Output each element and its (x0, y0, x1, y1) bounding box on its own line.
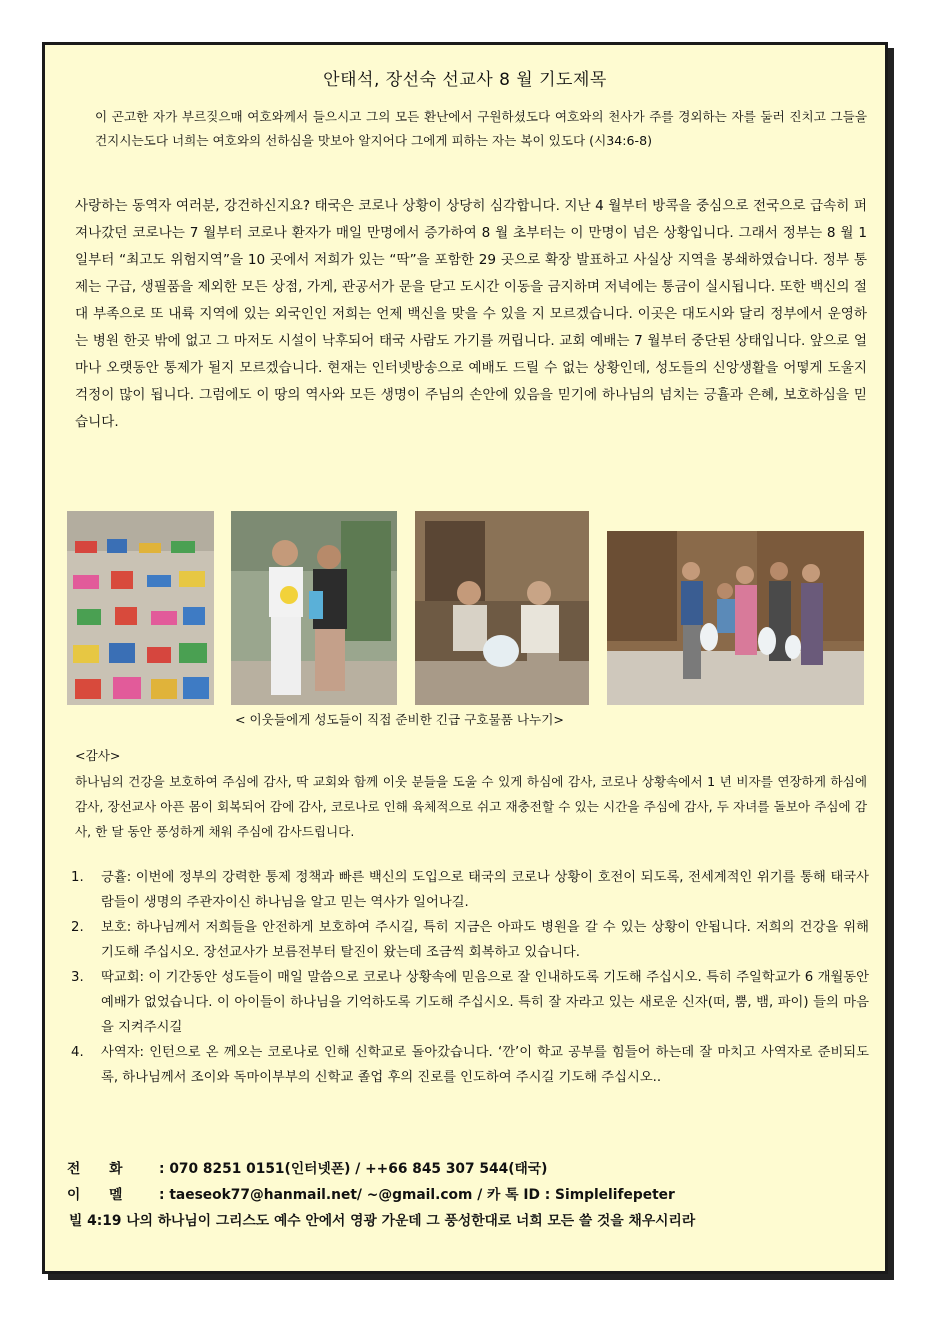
photo-neighbors-group (607, 531, 864, 705)
intro-paragraph: 사랑하는 동역자 여러분, 강건하신지요? 태국은 코로나 상황이 상당히 심각합니다. 지난 4 월부터 방콕을 중심으로 전국으로 급속히 퍼져나갔던 코로나는 7 월부터 코로나 환자가 매일 만명에서 증가하여 8 월 초부터는 이 만명이 넘은 상황입니다. 그래서 정부는 8 월 1 일부터 “최고도 위험지역”을 10 곳에서 저희가 있는 “딱”을 포함한 29 곳으로 확장 발표하고 사실상 지역을 봉쇄하였습니다. 정부 통제는 구급, 생필품을 제외한 모든 상점, 가게, 관공서가 문을 닫고 도시간 이동을 금지하며 저녁에는 통금이 실시됩니다. 또한 백신의 절대 부족으로 또 내륙 지역에 있는 외국인인 저희는 언제 백신을 맞을 수 있을 지 모르겠습니다. 이곳은 대도시와 달리 정부에서 운영하는 병원 한곳 밖에 없고 그 마저도 시설이 낙후되어 태국 사람도 가기를 꺼립니다. 교회 예배는 7 월부터 중단된 상태입니다. 앞으로 얼마나 오랫동안 통제가 될지 모르겠습니다. 현재는 인터넷방송으로 예배도 드릴 수 없는 상황인데, 성도들의 신앙생활을 어떻게 도울지 걱정이 많이 됩니다. 그럼에도 이 땅의 역사와 모든 생명이 주님의 손안에 있음을 믿기에 하나님의 넘치는 긍휼과 은혜, 보호하심을 믿습니다. (75, 198, 867, 430)
prayer-number: 2. (71, 920, 84, 935)
prayer-text: 긍휼: 이번에 정부의 강력한 통제 정책과 빠른 백신의 도입으로 태국의 코로나 상황이 호전이 되도록, 전세계적인 위기를 통해 태국사람들이 생명의 주관자이신 하나님을 알고 믿는 역사가 일어나길. (101, 870, 869, 910)
phone-numbers: : 070 8251 0151(인터넷폰) / ++66 845 307 544(태국) (159, 1161, 548, 1177)
contact-email (67, 1183, 675, 1203)
closing-verse: 빌 4:19 나의 하나님이 그리스도 예수 안에서 영광 가운데 그 풍성한대로 너희 모든 쓸 것을 채우시리라 (69, 1213, 696, 1229)
contact-phone (67, 1157, 548, 1177)
thanks-heading: <감사> (75, 748, 121, 763)
photo-relief-goods (67, 511, 214, 705)
prayer-item (71, 965, 869, 1040)
prayer-number: 1. (71, 870, 84, 885)
opening-verse: 이 곤고한 자가 부르짖으매 여호와께서 들으시고 그의 모든 환난에서 구원하셨도다 여호와의 천사가 주를 경외하는 자를 둘러 진치고 그들을 건지시는도다 너희는 여호와의 선하심을 맛보아 알지어다 그에게 피하는 자는 복이 있도다 (시34:6-8) (95, 109, 867, 148)
prayer-text: 보호: 하나님께서 저희들을 안전하게 보호하여 주시길, 특히 지금은 아파도 병원을 갈 수 있는 상황이 안됩니다. 저희의 건강을 위해 기도해 주십시오. 장선교사가 보름전부터 탈진이 왔는데 조금씩 회복하고 있습니다. (101, 920, 869, 960)
prayer-number: 4. (71, 1045, 84, 1060)
photo-delivery-visit (415, 511, 589, 705)
prayer-item (71, 915, 869, 965)
prayer-text: 딱교회: 이 기간동안 성도들이 매일 말씀으로 코로나 상황속에 믿음으로 잘 인내하도록 기도해 주십시오. 특히 주일학교가 6 개월동안 예배가 없었습니다. 이 아이들이 하나님을 기억하도록 기도해 주십시오. 특히 잘 자라고 있는 새로운 신자(떠, 뿜, 뱀, 파이) 들의 마음을 지켜주시길 (101, 970, 869, 1035)
thanks-paragraph: 하나님의 건강을 보호하여 주심에 감사, 딱 교회와 함께 이웃 분들을 도울 수 있게 하심에 감사, 코로나 상황속에서 1 년 비자를 연장하게 하심에 감사, 장선교사 아픈 몸이 회복되어 감에 감사, 코로나로 인해 육체적으로 쉬고 재충전할 수 있는 시간을 주심에 감사, 두 자녀를 돌보아 주심에 감사, 한 달 동안 풍성하게 채워 주심에 감사드립니다. (75, 774, 867, 839)
newsletter-frame (42, 42, 888, 1274)
prayer-item (71, 865, 869, 915)
prayer-number: 3. (71, 970, 84, 985)
photo-women-exchange (231, 511, 397, 705)
page-title: 안태석, 장선숙 선교사 8 월 기도제목 (323, 70, 607, 90)
prayer-item (71, 1040, 869, 1090)
phone-label: 전 화 (67, 1161, 123, 1177)
photo-caption: < 이웃들에게 성도들이 직접 준비한 긴급 구호물품 나누기> (235, 712, 564, 727)
prayer-list (71, 865, 869, 1090)
email-label: 이 멜 (67, 1187, 123, 1203)
prayer-text: 사역자: 인턴으로 온 께오는 코로나로 인해 신학교로 돌아갔습니다. ‘깐’이 학교 공부를 힘들어 하는데 잘 마치고 사역자로 준비되도록, 하나님께서 조이와 독마이부부의 신학교 졸업 후의 진로를 인도하여 주시길 기도해 주십시오.. (101, 1045, 869, 1085)
email-address[interactable]: : taeseok77@hanmail.net/ ~@gmail.com / 카 톡 ID : Simplelifepeter (159, 1187, 675, 1203)
